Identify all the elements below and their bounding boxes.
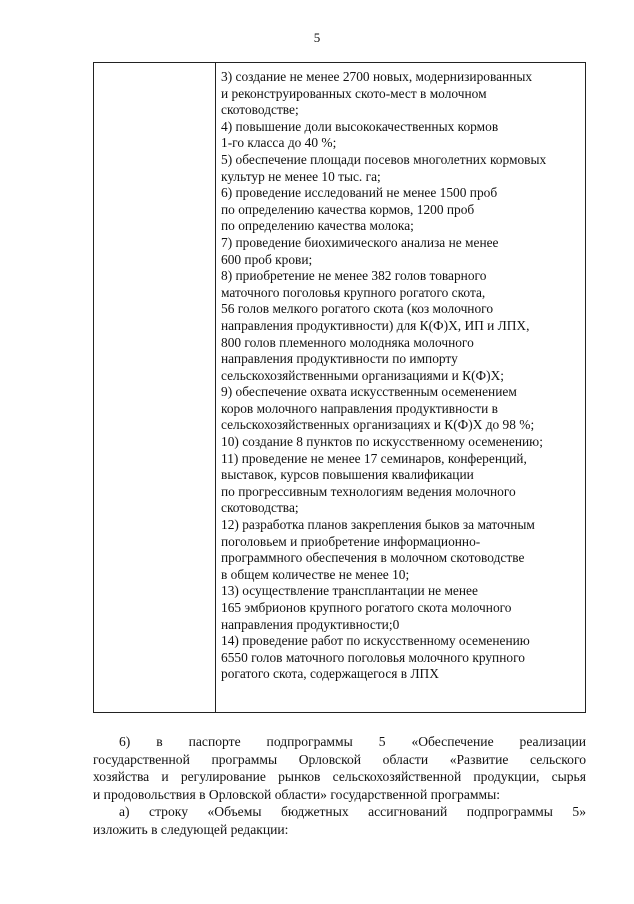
table-line: 14) проведение работ по искусственному осеменению — [221, 633, 530, 649]
table-line: 8) приобретение не менее 382 голов товарного — [221, 268, 487, 284]
paragraph-line: государственной программы Орловской области «Развитие сельского — [93, 751, 586, 767]
table-line: по определению качества кормов, 1200 проб — [221, 201, 475, 217]
paragraph-line: хозяйства и регулирование рынков сельскохозяйственной продукции, сырья — [93, 769, 586, 784]
page-number: 5 — [313, 30, 321, 45]
paragraph-line: изложить в следующей редакции: — [93, 821, 289, 837]
table-line: скотоводства; — [221, 500, 299, 516]
table-line: в общем количестве не менее 10; — [221, 566, 410, 582]
table-line: 12) разработка планов закрепления быков за маточным — [221, 517, 535, 533]
table-line: 11) проведение не менее 17 семинаров, конференций, — [221, 450, 527, 466]
table-line: поголовьем и приобретение информационно- — [221, 533, 481, 549]
table-line: рогатого скота, содержащегося в ЛПХ — [221, 666, 439, 682]
table-line: сельскохозяйственными организациями и К(Ф)Х; — [221, 367, 504, 383]
table-line: культур не менее 10 тыс. га; — [221, 168, 381, 184]
table-line: 600 проб крови; — [221, 251, 313, 267]
table-line: скотоводстве; — [221, 102, 299, 118]
table-line: 10) создание 8 пунктов по искусственному осеменению; — [221, 434, 543, 450]
table-line: по прогрессивным технологиям ведения молочного — [221, 483, 516, 499]
table-line: 800 голов племенного молодняка молочного — [221, 334, 474, 350]
table-line: 4) повышение доли высококачественных кормов — [221, 118, 499, 134]
table-line: 6) проведение исследований не менее 1500 проб — [221, 185, 498, 201]
table-line: сельскохозяйственных организациях и К(Ф)Х до 98 %; — [221, 417, 535, 433]
paragraph-line: и продовольствия в Орловской области» государственной программы: — [93, 786, 501, 802]
table-line: 7) проведение биохимического анализа не менее — [221, 234, 499, 250]
table-line: направления продуктивности;0 — [221, 616, 400, 632]
table-line: 5) обеспечение площади посевов многолетних кормовых — [221, 151, 547, 167]
table-line: направления продуктивности по импорту — [221, 351, 458, 367]
table-line: 9) обеспечение охвата искусственным осеменением — [221, 384, 517, 400]
paragraph-line: а) строку «Объемы бюджетных ассигнований подпрограммы 5» — [119, 804, 586, 819]
table-column-divider — [215, 63, 216, 712]
table-right-cell — [221, 69, 581, 683]
table-line: 13) осуществление трансплантации не менее — [221, 583, 478, 599]
table-line: 165 эмбрионов крупного рогатого скота молочного — [221, 600, 512, 615]
table-line: по определению качества молока; — [221, 218, 414, 234]
table-line: 6550 голов маточного поголовья молочного крупного — [221, 649, 525, 665]
paragraph-budget-allocations — [93, 803, 586, 838]
table-line: маточного поголовья крупного рогатого скота, — [221, 284, 486, 300]
table-line: коров молочного направления продуктивности в — [221, 400, 498, 416]
table-line: 1-го класса до 40 %; — [221, 135, 337, 151]
table-line: программного обеспечения в молочном скотоводстве — [221, 550, 525, 566]
program-table — [93, 62, 586, 713]
table-line: 3) создание не менее 2700 новых, модернизированных — [221, 69, 533, 84]
paragraph-subprogram-5-passport — [93, 733, 586, 803]
table-line: и реконструированных ското-мест в молочном — [221, 85, 487, 101]
table-line: 56 голов мелкого рогатого скота (коз молочного — [221, 301, 494, 317]
paragraph-line: 6) в паспорте подпрограммы 5 «Обеспечение реализации — [119, 734, 586, 749]
table-line: выставок, курсов повышения квалификации — [221, 467, 474, 483]
table-line: направления продуктивности) для К(Ф)Х, ИП и ЛПХ, — [221, 317, 530, 333]
